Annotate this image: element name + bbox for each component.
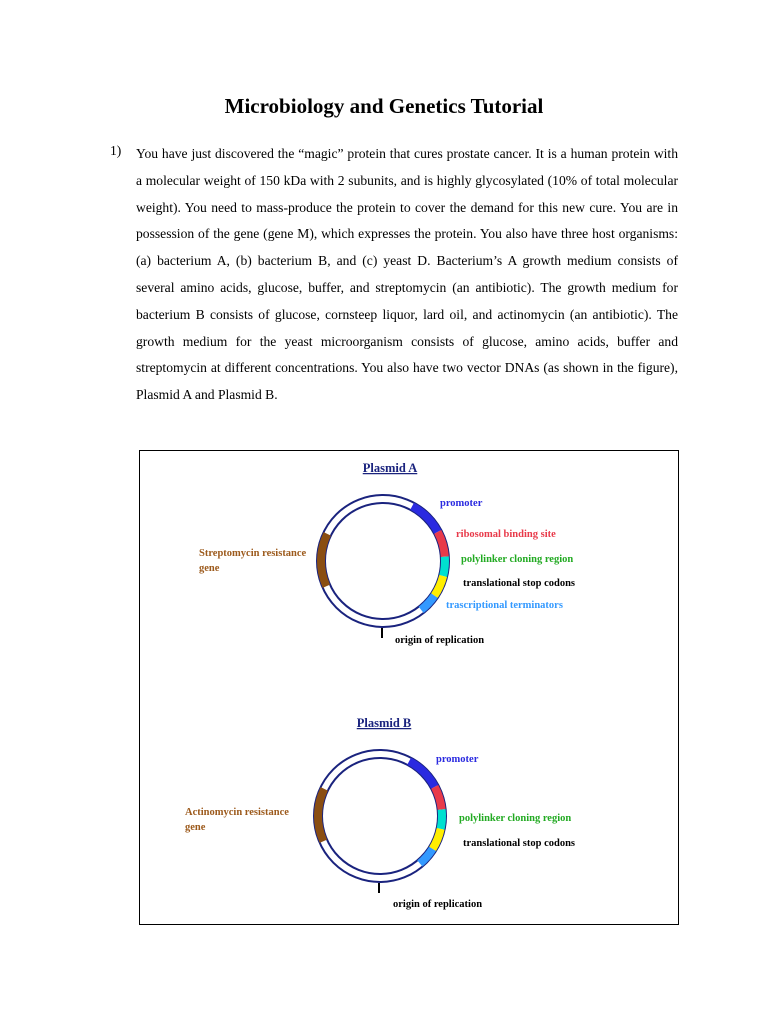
question-text: You have just discovered the “magic” protein that cures prostate cancer. It is a human protein with a molecular weight of 150 kDa with 2 subunits, and is highly glycosylated (10% of total molecular weight). You need to mass-produce the protein to cover the demand for this new cure. You are in possession of the gene (gene M), which expresses the protein. You also have three host organisms: (a) bacterium A, (b) bacterium B, and (c) yeast D. Bacterium’s A growth medium consists of several amino acids, glucose, buffer, and streptomycin (an antibiotic). The growth medium for bacterium B consists of glucose, cornsteep liquor, lard oil, and actinomycin (an antibiotic). The growth medium for the yeast microorganism consists of glucose, amino acids, buffer and streptomycin at different concentrations. You also have two vector DNAs (as shown in the figure), Plasmid A and Plasmid B. (136, 146, 678, 403)
plasmid-b-title: Plasmid B (356, 716, 412, 730)
plasmid-b-stop-codons-label: translational stop codons (463, 838, 576, 849)
plasmid-b-resistance-label: Actinomycin resistance (185, 807, 289, 818)
plasmid-a-origin-label: origin of replication (395, 635, 485, 646)
plasmid-a-promoter-segment (410, 503, 441, 534)
plasmid-a-ribosomal-label: ribosomal binding site (456, 529, 556, 540)
plasmid-a-terminators-label: trascriptional terminators (446, 600, 563, 611)
plasmid-b-origin-label: origin of replication (393, 899, 483, 910)
plasmid-a-title: Plasmid A (362, 461, 418, 475)
plasmid-b-promoter-label: promoter (436, 754, 479, 765)
plasmid-a-inner-ring (325, 503, 441, 619)
plasmid-b-polylinker-segment (437, 809, 446, 830)
plasmid-b-inner-ring (322, 758, 438, 874)
plasmid-a-resistance-label: Streptomycin resistance (199, 548, 307, 559)
page-title: Microbiology and Genetics Tutorial (224, 94, 544, 118)
plasmid-b-resistance-label-line2: gene (185, 822, 206, 833)
plasmid-a-promoter-label: promoter (440, 498, 483, 509)
plasmid-a-polylinker-label: polylinker cloning region (461, 554, 574, 565)
plasmid-b-promoter-segment (407, 758, 438, 789)
plasmid-b-polylinker-label: polylinker cloning region (459, 813, 572, 824)
plasmid-diagram (140, 451, 680, 926)
plasmid-a-stop-codons-label: translational stop codons (463, 578, 576, 589)
question-number: 1) (110, 143, 122, 158)
plasmid-a-resistance-label-line2: gene (199, 563, 220, 574)
plasmid-figure (139, 450, 679, 925)
